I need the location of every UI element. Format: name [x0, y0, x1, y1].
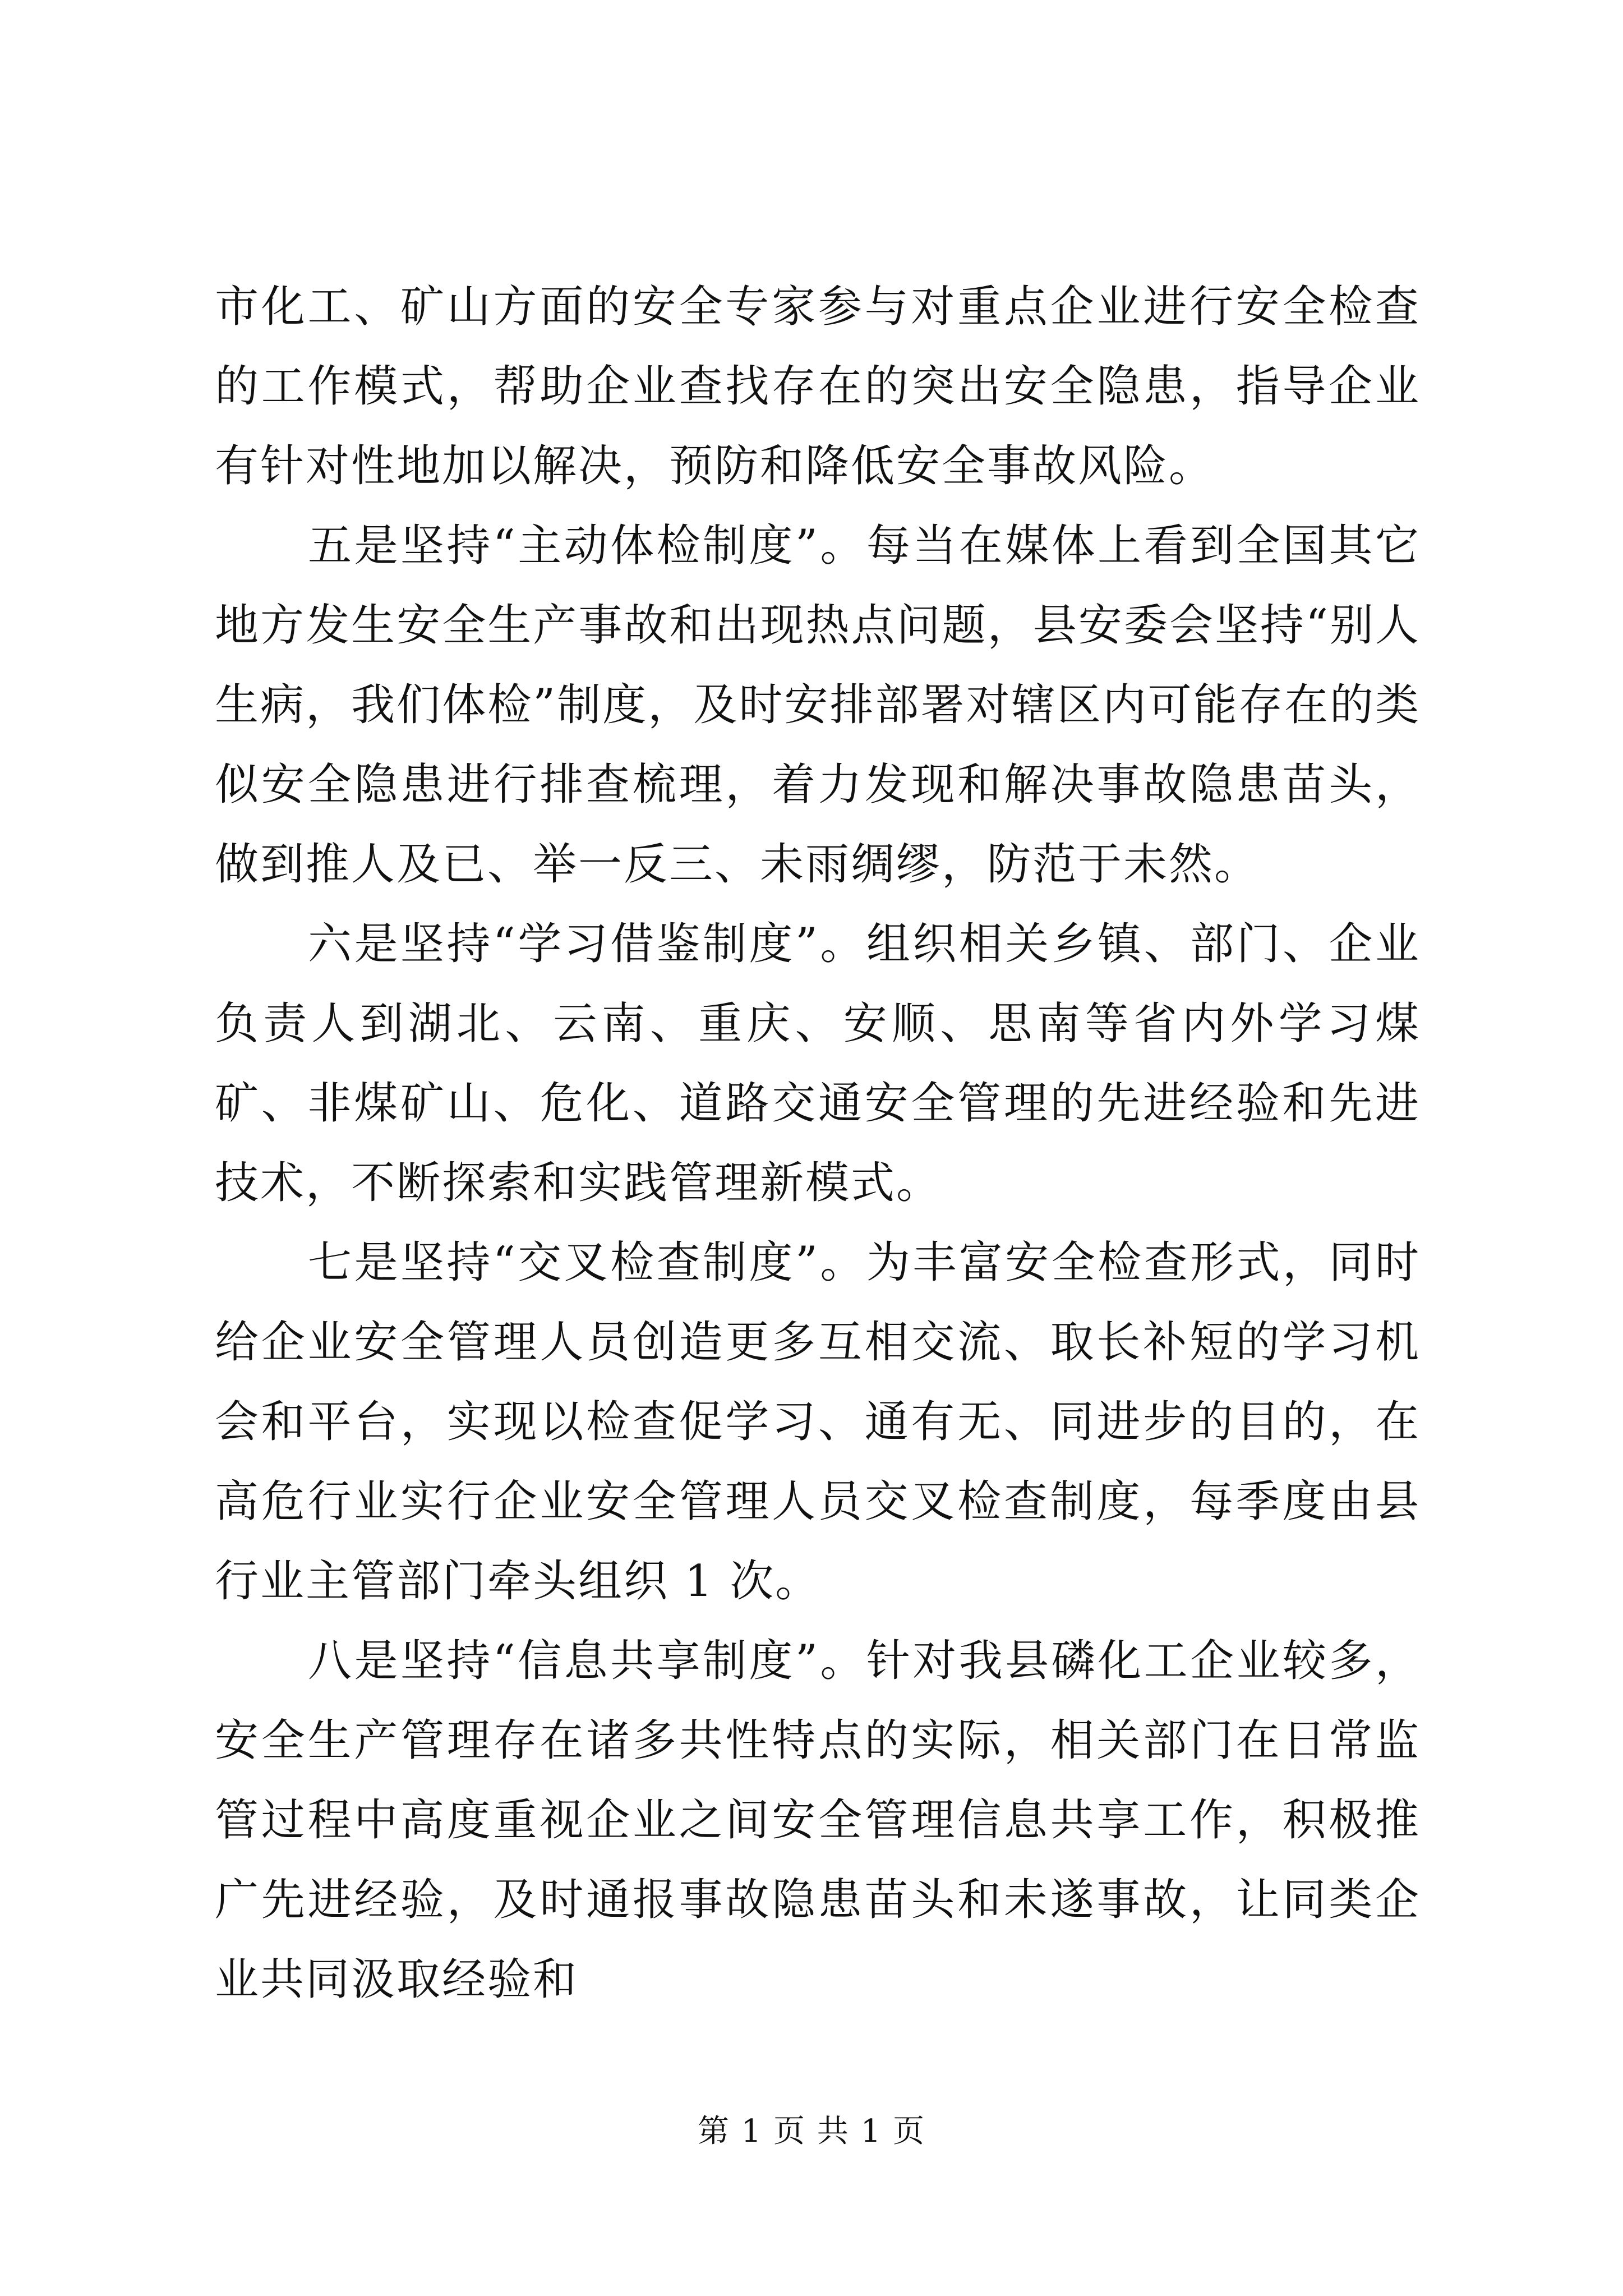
- paragraph-info-sharing: 八是坚持“信息共享制度”。针对我县磷化工企业较多，安全生产管理存在诸多共性特点的实际，相关部门在日常监管过程中高度重视企业之间安全管理信息共享工作，积极推广先进经验，及时通报事故隐患苗头和未遂事故，让同类企业共同汲取经验和: [215, 1636, 1421, 2005]
- paragraph-learning: 六是坚持“学习借鉴制度”。组织相关乡镇、部门、企业负责人到湖北、云南、重庆、安顺、思南等省内外学习煤矿、非煤矿山、危化、道路交通安全管理的先进经验和先进技术，不断探索和实践管理新模式。: [215, 919, 1421, 1208]
- paragraph-cross-inspection: 七是坚持“交叉检查制度”。为丰富安全检查形式，同时给企业安全管理人员创造更多互相交流、取长补短的学习机会和平台，实现以检查促学习、通有无、同进步的目的，在高危行业实行企业安全管理人员交叉检查制度，每季度由县行业主管部门牵头组织 1 次。: [215, 1237, 1421, 1607]
- page-footer: 第 1 页 共 1 页: [697, 2113, 926, 2150]
- paragraph-continuation: 市化工、矿山方面的安全专家参与对重点企业进行安全检查的工作模式，帮助企业查找存在的突出安全隐患，指导企业有针对性地加以解决，预防和降低安全事故风险。: [215, 282, 1421, 491]
- paragraph-active-checkup: 五是坚持“主动体检制度”。每当在媒体上看到全国其它地方发生安全生产事故和出现热点问题，县安委会坚持“别人生病，我们体检”制度，及时安排部署对辖区内可能存在的类似安全隐患进行排查梳理，着力发现和解决事故隐患苗头，做到推人及已、举一反三、未雨绸缪，防范于未然。: [215, 521, 1421, 890]
- document-body: [215, 267, 1421, 2019]
